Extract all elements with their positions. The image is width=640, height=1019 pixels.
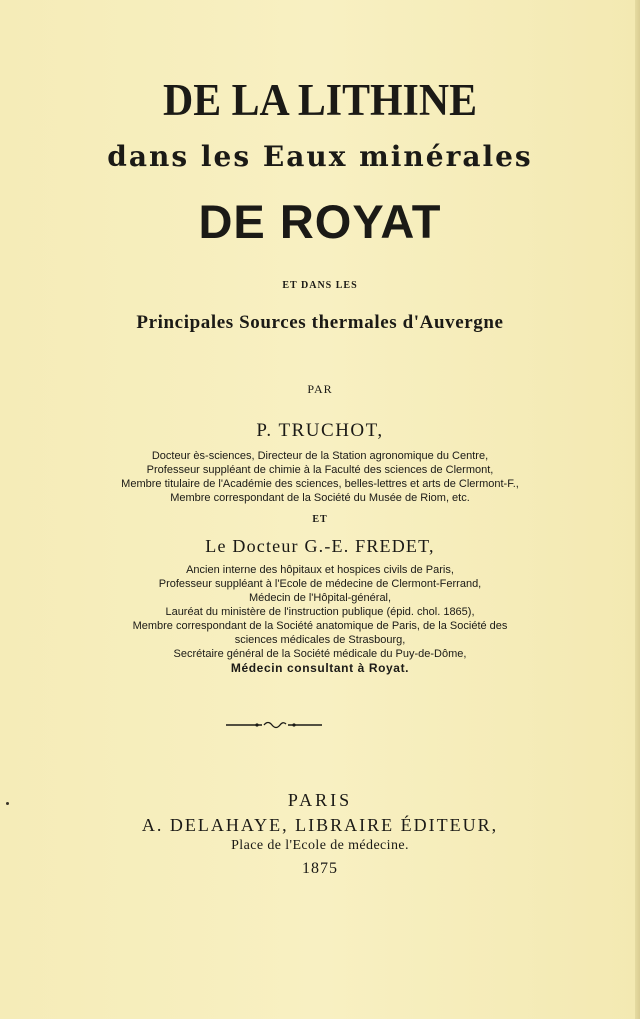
credential-line: Médecin de l'Hôpital-général,: [248, 592, 392, 604]
credential-line: Professeur suppléant de chimie à la Faculté des sciences de Clermont,: [146, 464, 494, 476]
credential-line: Professeur suppléant à l'Ecole de médecine de Clermont-Ferrand,: [158, 578, 482, 590]
credential-line: Membre correspondant de la Société du Musée de Riom, etc.: [170, 492, 470, 504]
credential-line: Lauréat du ministère de l'instruction publique (épid. chol. 1865),: [165, 606, 475, 618]
credential-line: Docteur ès-sciences, Directeur de la Station agronomique du Centre,: [151, 450, 489, 462]
imprint-year: 1875: [302, 860, 338, 877]
paper-speck: [6, 802, 9, 805]
conjunction: ET: [312, 514, 328, 525]
imprint-publisher: A. DELAHAYE, LIBRAIRE ÉDITEUR,: [141, 815, 499, 835]
author-2-name: Le Docteur G.-E. FREDET,: [205, 536, 435, 556]
title-line-4: ET DANS LES: [282, 280, 358, 291]
credential-highlight: Médecin consultant à Royat.: [230, 661, 410, 675]
title-line-1: DE LA LITHINE: [163, 75, 477, 125]
author-1-name: P. TRUCHOT,: [256, 420, 384, 441]
credential-line: Membre titulaire de l'Académie des sciences, belles-lettres et arts de Clermont-F.,: [121, 478, 519, 490]
title-line-2: dans les Eaux minérales: [107, 140, 533, 173]
credential-line: sciences médicales de Strasbourg,: [234, 634, 406, 646]
divider-ornament: [224, 716, 324, 732]
title-line-3: DE ROYAT: [198, 195, 442, 248]
credential-line: Membre correspondant de la Société anatomique de Paris, de la Société des: [132, 620, 508, 632]
credential-line: Ancien interne des hôpitaux et hospices civils de Paris,: [186, 564, 454, 576]
author-1-credentials: [0, 449, 640, 505]
credential-line: Secrétaire général de la Société médicale du Puy-de-Dôme,: [173, 648, 467, 660]
imprint-address: Place de l'Ecole de médecine.: [231, 838, 409, 853]
by-label: PAR: [307, 382, 333, 396]
author-2-credentials: [0, 563, 640, 675]
imprint-city: PARIS: [287, 790, 353, 810]
subtitle: Principales Sources thermales d'Auvergne: [136, 312, 504, 333]
